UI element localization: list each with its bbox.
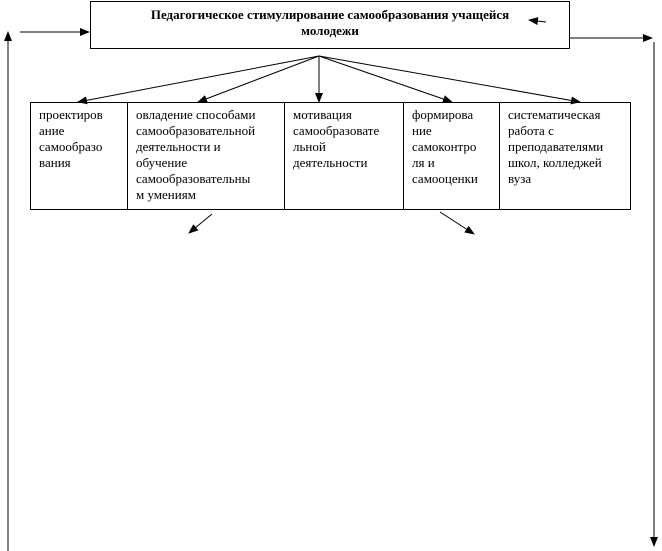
box-teacher-work: систематическая работа с преподавателями школ, колледжей вуза [499,103,630,209]
arrow-below-box-4 [440,212,474,234]
title-box [90,1,570,49]
box-design: проектиров ание самообразо вания [39,107,103,170]
arrow-below-box-2 [189,214,212,233]
arrow-to-box-5 [319,56,580,102]
arrow-to-box-1 [78,56,319,102]
box-self-control: формирова ние самоконтро ля и самооценки [403,103,499,209]
arrow-to-box-4 [319,56,452,102]
activities-row [30,102,631,210]
box-motivation: мотивация самообразовате льной деятельности [284,103,403,209]
arrow-to-box-2 [198,56,319,102]
title-text: Педагогическое стимулирование самообразования учащейся молодежи [150,7,510,38]
box-mastering-methods: овладение способами самообразовательной деятельности и обучение самообразовательны м умениям [127,103,284,209]
